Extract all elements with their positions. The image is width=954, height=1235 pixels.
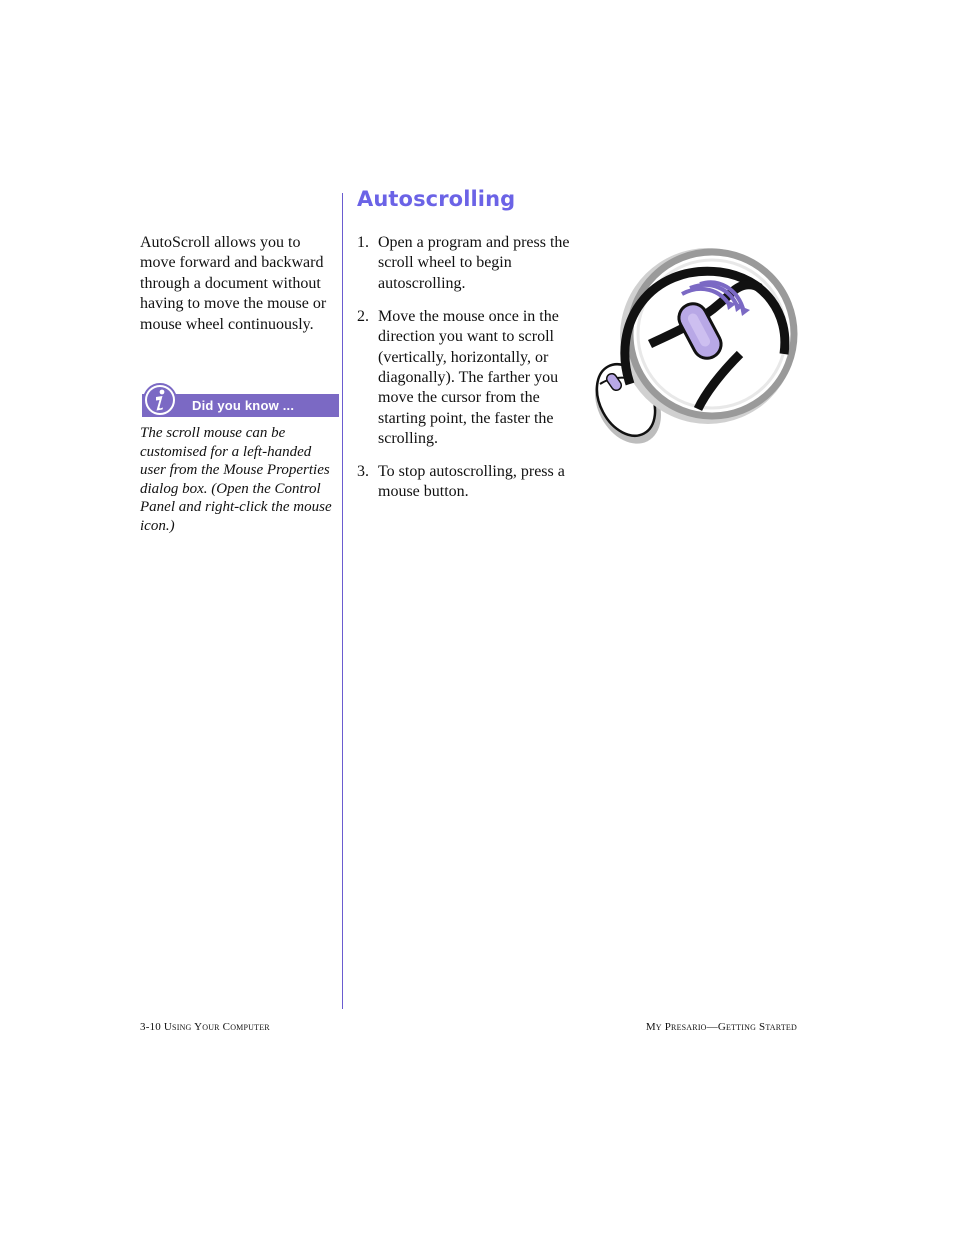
step-text: Move the mouse once in the direction you want to scroll (vertically, horizontally, or diagonally). The farther you move the cursor from the starting point, the faster the scrolling.: [378, 307, 559, 448]
scroll-mouse-illustration: [590, 244, 800, 454]
step-number: 3.: [357, 463, 369, 481]
step-item: [357, 307, 589, 450]
info-icon: [143, 383, 177, 417]
step-text: To stop autoscrolling, press a mouse button.: [378, 463, 565, 501]
step-item: [357, 462, 589, 503]
step-number: 2.: [357, 307, 369, 325]
footer-right: My Presario—Getting Started: [645, 1021, 797, 1033]
footer-left: 3-10 Using Your Computer: [140, 1021, 270, 1033]
section-title: Autoscrolling: [357, 187, 516, 211]
did-you-know-text: The scroll mouse can be customised for a left-handed user from the Mouse Properties dialog box. (Open the Control Panel and right-click the mouse icon.): [140, 425, 332, 534]
step-text: Open a program and press the scroll wheel to begin autoscrolling.: [378, 234, 570, 292]
steps-list: [357, 233, 589, 515]
step-number: 1.: [357, 234, 369, 251]
column-divider: [342, 193, 343, 1009]
step-item: [357, 233, 589, 294]
sidebar-intro-text: AutoScroll allows you to move forward and backward through a document without having to move the mouse or mouse wheel continuously.: [140, 234, 327, 333]
did-you-know-label: Did you know ...: [192, 398, 295, 413]
